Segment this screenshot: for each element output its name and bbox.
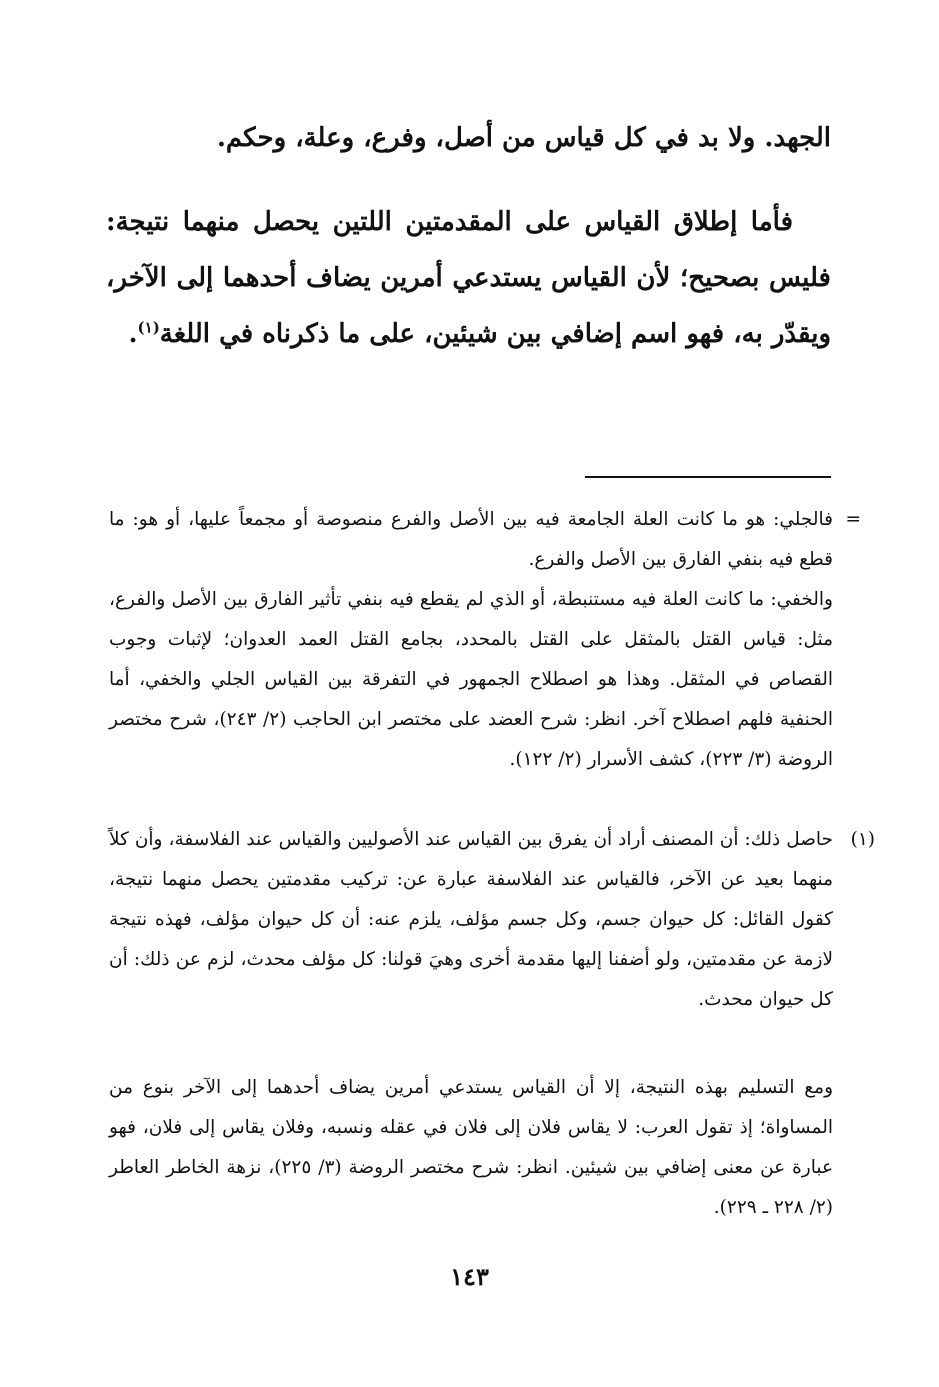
main-paragraph-1 xyxy=(106,110,831,166)
footnote-1-block-a xyxy=(109,820,875,1020)
footnote-1-number: (١) xyxy=(850,829,875,850)
main-paragraph-2 xyxy=(106,194,831,362)
footnote-separator-rule xyxy=(585,476,831,478)
footnote-1-text-a: حاصل ذلك: أن المصنف أراد أن يفرق بين القياس عند الأصوليين والقياس عند الفلاسفة، وأن كلاً منهما بعيد عن الآخر، فالقياس عند الفلاسفة عبارة عن: تركيب مقدمتين يحصل منهما نتيجة، كقول القائل: كل حيوان جسم، وكل جسم مؤلف، يلزم عنه: أن كل حيوان مؤلف، فهذه نتيجة لازمة عن مقدمتين، ولو أضفنا إليها مقدمة أخرى وهيَ قولنا: كل مؤلف محدث، لزم عن ذلك: أن كل حيوان محدث. xyxy=(109,829,833,1010)
main-paragraph-2-end: . xyxy=(128,319,138,349)
footnote-continuation-mark: = xyxy=(845,509,861,530)
footnote-reference-1[interactable]: (١) xyxy=(137,318,160,337)
footnote-continuation-block-b xyxy=(109,580,839,780)
footnote-continuation-text-a: فالجلي: هو ما كانت العلة الجامعة فيه بين الأصل والفرع منصوصة أو مجمعاً عليها، أو هو: ما قطع فيه بنفي الفارق بين الأصل والفرع. xyxy=(109,509,833,570)
footnote-1-block-b xyxy=(109,1068,839,1228)
footnote-continuation-text-b: والخفي: ما كانت العلة فيه مستنبطة، أو الذي لم يقطع فيه بنفي تأثير الفارق بين الأصل والفرع، مثل: قياس القتل بالمثقل على القتل بالمحدد، بجامع القتل العمد العدوان؛ لإثبات وجوب القصاص في المثقل. وهذا هو اصطلاح الجمهور في التفرقة بين القياس الجلي والخفي، أما الحنفية فلهم اصطلاح آخر. انظر: شرح العضد على مختصر ابن الحاجب (٢/ ٢٤٣)، شرح مختصر الروضة (٣/ ٢٢٣)، كشف الأسرار (٢/ ١٢٢). xyxy=(109,589,833,770)
footnote-continuation-block-a xyxy=(109,500,861,580)
main-paragraph-2-text: فأما إطلاق القياس على المقدمتين اللتين يحصل منهما نتيجة: فليس بصحيح؛ لأن القياس يستدعي أمرين يضاف أحدهما إلى الآخر، ويقدّر به، فهو اسم إضافي بين شيئين، على ما ذكرناه في اللغة xyxy=(106,207,831,349)
page-number: ١٤٣ xyxy=(450,1262,489,1291)
footnote-1-text-b: ومع التسليم بهذه النتيجة، إلا أن القياس يستدعي أمرين يضاف أحدهما إلى الآخر بنوع من المساواة؛ إذ تقول العرب: لا يقاس فلان إلى فلان في عقله ونسبه، وفلان يقاس إلى فلان، فهو عبارة عن معنى إضافي بين شيئين. انظر: شرح مختصر الروضة (٣/ ٢٢٥)، نزهة الخاطر العاطر (٢/ ٢٢٨ ـ ٢٢٩). xyxy=(109,1077,833,1218)
main-paragraph-1-text: الجهد. ولا بد في كل قياس من أصل، وفرع، وعلة، وحكم. xyxy=(216,123,831,153)
